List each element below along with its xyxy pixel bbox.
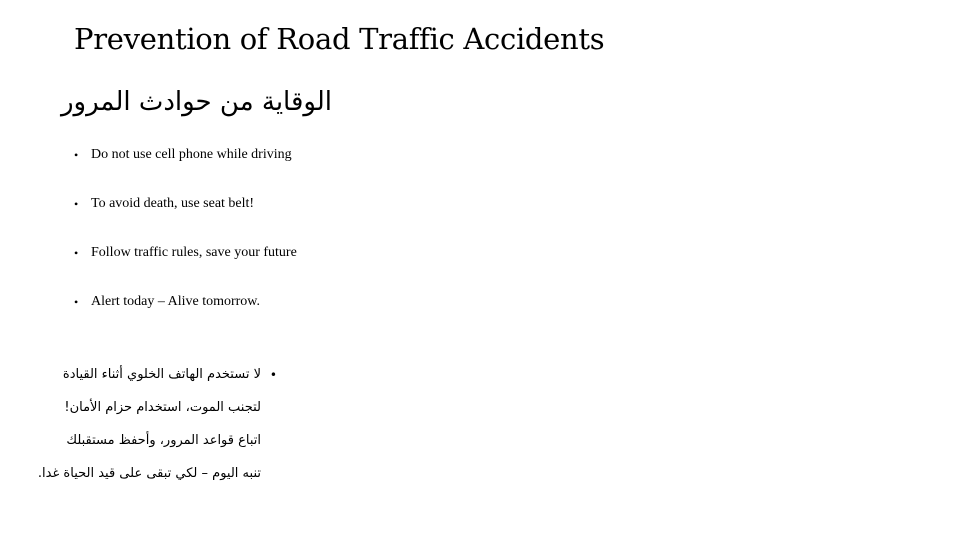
bullet-text-arabic: اتباع قواعد المرور، وأحفظ مستقبلك <box>66 433 261 448</box>
bullet-item <box>74 143 674 167</box>
bullet-item-arabic <box>60 430 275 452</box>
bullet-text: Follow traffic rules, save your future <box>91 245 297 260</box>
slide-subtitle-arabic: الوقاية من حوادث المرور <box>60 87 332 117</box>
bullet-icon: • <box>74 197 79 211</box>
bullet-text: To avoid death, use seat belt! <box>91 196 255 211</box>
english-bullet-list <box>74 143 674 339</box>
bullet-icon: • <box>269 368 277 382</box>
bullet-item-arabic <box>60 397 275 419</box>
bullet-item <box>74 192 674 216</box>
bullet-text-arabic: لا تستخدم الهاتف الخلوي أثناء القيادة <box>62 367 261 382</box>
bullet-icon: • <box>74 148 79 162</box>
slide-title: Prevention of Road Traffic Accidents <box>74 22 605 56</box>
bullet-text: Alert today – Alive tomorrow. <box>91 294 261 309</box>
bullet-item <box>74 290 674 314</box>
bullet-item <box>74 241 674 265</box>
bullet-text: Do not use cell phone while driving <box>91 147 292 162</box>
bullet-text-arabic: تنبه اليوم – لكي تبقى على قيد الحياة غدا. <box>37 466 261 481</box>
bullet-icon: • <box>74 246 79 260</box>
bullet-text-arabic: لتجنب الموت، استخدام حزام الأمان! <box>64 400 261 415</box>
bullet-item-arabic <box>60 364 275 386</box>
bullet-item-arabic <box>37 463 275 485</box>
bullet-icon: • <box>74 295 79 309</box>
arabic-bullet-list <box>37 364 277 496</box>
